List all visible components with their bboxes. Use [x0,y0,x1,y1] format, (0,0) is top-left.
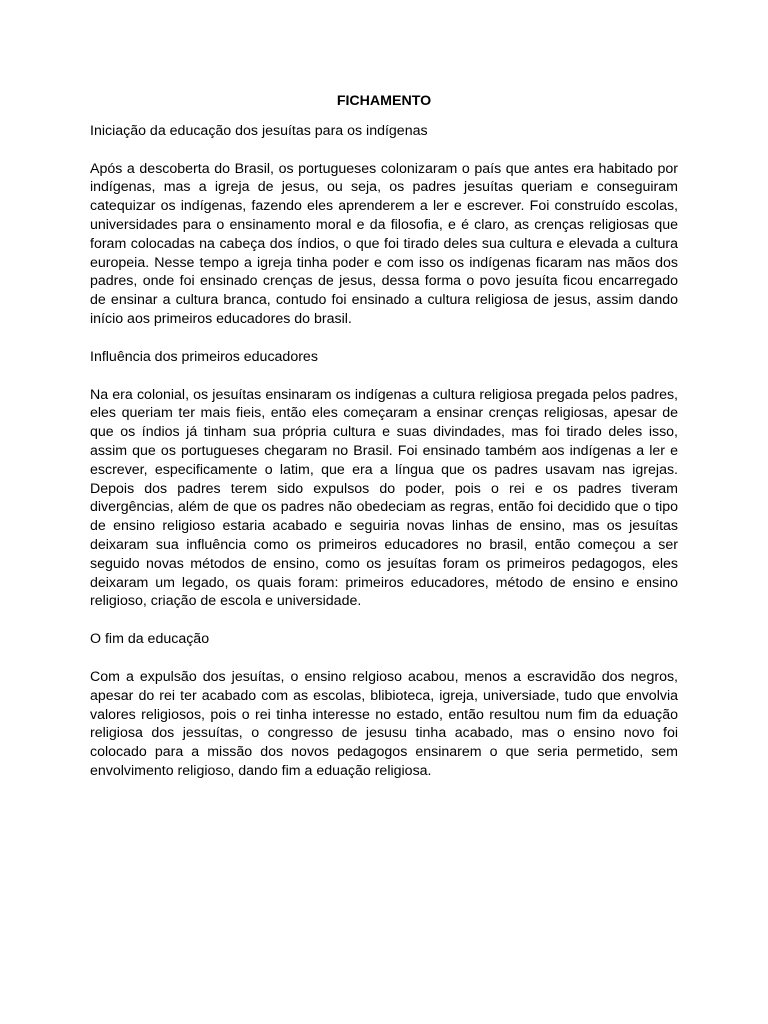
section-heading-3: O fim da educação [90,631,210,648]
section-body-3: Com a expulsão dos jesuítas, o ensino relgioso acabou, menos a escravidão dos negros, apesar do rei ter acabado com as escolas, blibioteca, igreja, universiade, tudo que envolvia valores religiosos, pois o rei tinha interesse no estado, então resultou num fim da eduação religiosa dos jessuítas, o congresso de jesusu tinha acabado, mas o ensino novo foi colocado para a missão dos novos pedagogos ensinarem o que seria permetido, sem envolvimento religioso, dando fim a eduação religiosa. [90,668,678,779]
section-heading-2: Influência dos primeiros educadores [90,348,318,365]
section-body-2: Na era colonial, os jesuítas ensinaram os indígenas a cultura religiosa pregada pelos padres, eles queriam ter mais fieis, então eles começaram a ensinar crenças religiosas, apesar de que os índios já tinham sua própria cultura e suas divindades, mas foi tirado deles isso, assim que os portugueses chegaram no Brasil. Foi ensinado também aos indígenas a ler e escrever, especificamente o latim, que era a língua que os padres usavam nas igrejas. Depois dos padres terem sido expulsos do poder, pois o rei e os padres tiveram divergências, além de que os padres não obedeciam as regras, então foi decidido que o tipo de ensino religioso estaria acabado e seguiria novas linhas de ensino, mas os jesuítas deixaram sua influência como os primeiros educadores no brasil, então começou a ser seguido novas métodos de ensino, como os jesuítas foram os primeiros pedagogos, eles deixaram um legado, os quais foram: primeiros educadores, método de ensino e ensino religioso, criação de escola e universidade. [90,386,678,610]
section-body-1: Após a descoberta do Brasil, os portugueses colonizaram o país que antes era habitado por indígenas, mas a igreja de jesus, ou seja, os padres jesuítas queriam e conseguiram catequizar os indígenas, fazendo eles aprenderem a ler e escrever. Foi construído escolas, universidades para o ensinamento moral e da filosofia, e é claro, as crenças religiosas que foram colocadas na cabeça dos índios, o que foi tirado deles sua cultura e elevada a cultura europeia. Nesse tempo a igreja tinha poder e com isso os indígenas ficaram nas mãos dos padres, onde foi ensinado crenças de jesus, dessa forma o povo jesuíta ficou encarregado de ensinar a cultura branca, contudo foi ensinado a cultura religiosa de jesus, assim dando início aos primeiros educadores do brasil. [90,160,678,327]
section-heading-1: Iniciação da educação dos jesuítas para os indígenas [90,122,428,139]
document-title: FICHAMENTO [336,93,432,109]
